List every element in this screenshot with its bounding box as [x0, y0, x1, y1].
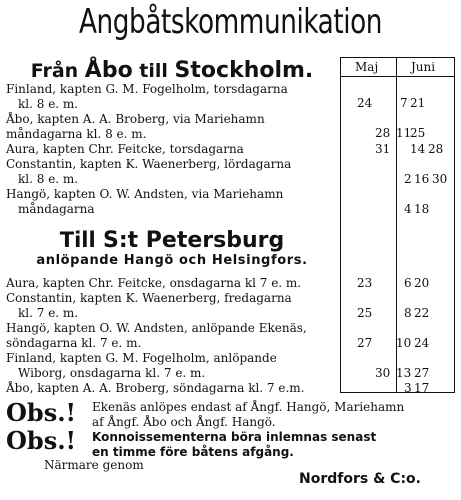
date-cell: 7 — [400, 96, 408, 110]
entry-line: Constantin, kapten K. Waenerberg, fredagarna — [6, 291, 292, 305]
entry-hango-sthlm — [6, 187, 336, 217]
date-cell: 21 — [410, 96, 426, 110]
heading-part: till — [132, 60, 175, 82]
note-line: af Ångf. Åbo och Ångf. Hangö. — [92, 415, 276, 429]
note-line: en timme före båtens afgång. — [92, 445, 294, 459]
entry-constantin-sthlm — [6, 157, 336, 187]
entry-aura-stp — [6, 276, 336, 291]
date-cell: 18 — [414, 202, 430, 216]
date-cell: 17 — [414, 381, 430, 395]
date-cell: 27 — [414, 366, 430, 380]
obs-mark: Obs.! — [6, 398, 77, 427]
heading-part: S:t Petersburg — [102, 228, 285, 253]
date-cell: 31 — [375, 142, 391, 156]
section-stockholm-heading — [4, 58, 340, 83]
date-cell: 30 — [375, 366, 391, 380]
date-cell: 3 — [404, 381, 412, 395]
heading-part: Till — [59, 228, 103, 252]
section-petersburg-subheading: anlöpande Hangö och Helsingfors. — [36, 253, 308, 268]
entry-line: kl. 7 e. m. — [18, 306, 79, 320]
date-cell: 27 — [357, 336, 373, 350]
entry-abo-stp — [6, 381, 336, 396]
date-cell: 28 — [375, 126, 391, 140]
note-line: Konnoissementerna böra inlemnas senast — [92, 430, 377, 444]
date-cell: 24 — [414, 336, 430, 350]
entry-finland-sthlm — [6, 82, 336, 112]
entry-line: Hangö, kapten O. W. Andsten, anlöpande Ekenäs, söndagarna kl. 7 e. m. — [6, 321, 307, 350]
entry-line: Finland, kapten G. M. Fogelholm, torsdagarna — [6, 82, 288, 96]
entry-line: Aura, kapten Chr. Feitcke, onsdagarna kl 7 e. m. — [6, 276, 302, 290]
date-cell: 11 — [396, 126, 412, 140]
date-cell: 25 — [410, 126, 426, 140]
section-petersburg-heading — [4, 228, 340, 253]
date-cell: 13 — [396, 366, 412, 380]
note-konnoissement — [92, 430, 376, 460]
entry-line: kl. 8 e. m. — [18, 97, 79, 111]
date-cell: 25 — [357, 306, 373, 320]
table-header — [341, 58, 454, 77]
date-cell: 22 — [414, 306, 430, 320]
entry-abo-sthlm — [6, 112, 326, 142]
date-cell: 2 — [404, 172, 412, 186]
date-cell: 16 — [414, 172, 430, 186]
date-cell: 20 — [414, 276, 430, 290]
entry-hango-stp — [6, 321, 326, 351]
page-title: Angbåtskommunikation — [78, 2, 383, 42]
date-cell: 8 — [404, 306, 412, 320]
date-cell: 30 — [432, 172, 448, 186]
note-ekenas — [92, 400, 404, 430]
heading-part: Från — [30, 60, 85, 82]
signature: Nordfors & C:o. — [299, 471, 421, 487]
entry-line: Wiborg, onsdagarna kl. 7 e. m. — [18, 366, 206, 380]
heading-part: Åbo — [84, 58, 133, 83]
date-cell: 23 — [357, 276, 373, 290]
obs-mark: Obs.! — [6, 426, 77, 455]
entry-constantin-stp — [6, 291, 336, 321]
month-may: Maj — [355, 60, 379, 74]
footer-contact: Närmare genom — [44, 458, 144, 472]
date-cell: 14 — [410, 142, 426, 156]
entry-line: Åbo, kapten A. A. Broberg, söndagarna kl. 7 e.m. — [6, 381, 305, 395]
date-cell: 28 — [428, 142, 444, 156]
entry-line: kl. 8 e. m. — [18, 172, 79, 186]
note-line: Ekenäs anlöpes endast af Ångf. Hangö, Mariehamn — [92, 400, 405, 414]
entry-aura-sthlm — [6, 142, 336, 157]
month-june: Juni — [411, 60, 436, 74]
heading-part: Stockholm. — [174, 58, 314, 83]
date-cell: 4 — [404, 202, 412, 216]
entry-line: Aura, kapten Chr. Feitcke, torsdagarna — [6, 142, 244, 156]
entry-line: Finland, kapten G. M. Fogelholm, anlöpande — [6, 351, 277, 365]
date-cell: 6 — [404, 276, 412, 290]
entry-line: måndagarna — [18, 202, 95, 216]
entry-finland-stp — [6, 351, 336, 381]
date-cell: 10 — [396, 336, 412, 350]
entry-line: Hangö, kapten O. W. Andsten, via Mariehamn — [6, 187, 284, 201]
entry-line: Constantin, kapten K. Waenerberg, lördagarna — [6, 157, 292, 171]
date-cell: 24 — [357, 96, 373, 110]
entry-line: Åbo, kapten A. A. Broberg, via Mariehamn måndagarna kl. 8 e. m. — [6, 112, 265, 141]
